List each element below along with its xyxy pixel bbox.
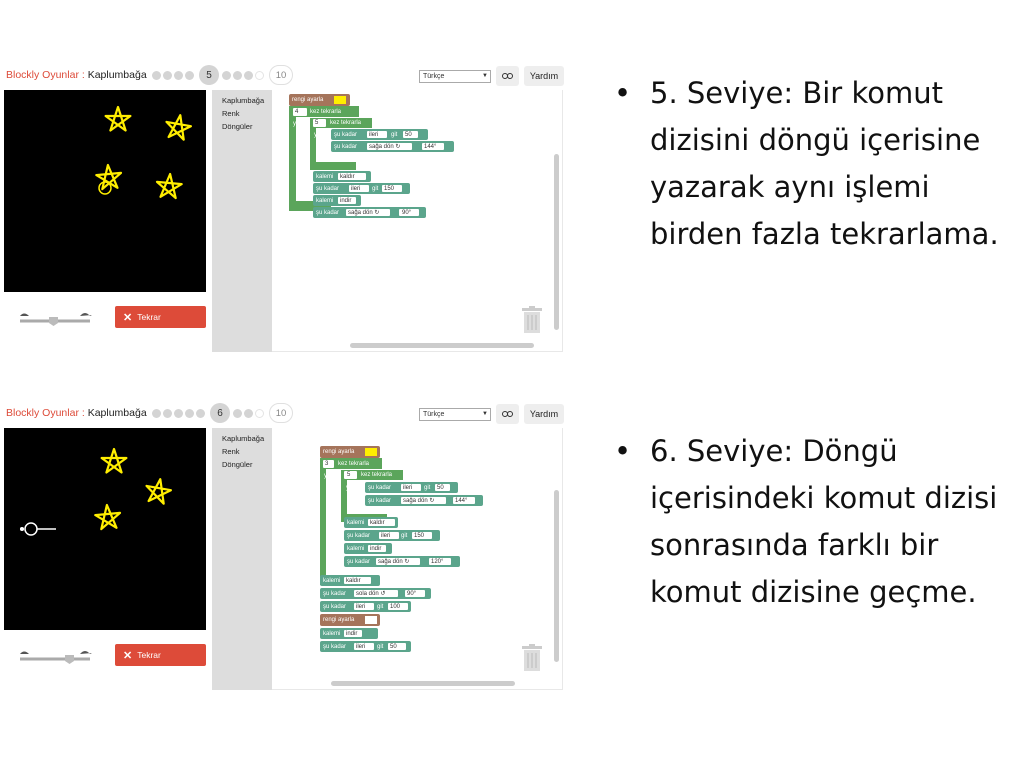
- turn-prefix: şu kadar: [334, 144, 358, 150]
- direction-field[interactable]: ileri: [356, 644, 366, 650]
- max-level[interactable]: 10: [269, 65, 293, 85]
- title-game: Kaplumbağa: [87, 69, 147, 81]
- turn-field[interactable]: sağa dön ↻: [378, 559, 410, 565]
- run-button[interactable]: [115, 644, 206, 666]
- pen-field[interactable]: kaldır: [370, 520, 385, 526]
- level-selector: [152, 65, 293, 85]
- help-button[interactable]: Yardım: [524, 66, 564, 86]
- turn-prefix: şu kadar: [323, 591, 347, 597]
- turn-field[interactable]: sola dön ↺: [356, 591, 386, 597]
- star-shape: [95, 505, 120, 529]
- do-label: yap: [314, 132, 324, 138]
- app-title: [6, 69, 147, 81]
- level-dot[interactable]: [244, 71, 253, 80]
- bullet-text: 6. Seviye: Döngü içerisindeki komut dizisi sonrasında farklı bir komut dizisine geçme.: [650, 434, 998, 609]
- current-level: 5: [199, 65, 219, 85]
- pen-prefix: kalemi: [316, 174, 334, 180]
- pen-prefix: kalemi: [323, 631, 341, 637]
- block-set-colour[interactable]: rengi ayarla: [292, 97, 324, 103]
- level-dot[interactable]: [233, 71, 242, 80]
- pen-prefix: kalemi: [347, 546, 365, 552]
- level-dot[interactable]: [163, 409, 172, 418]
- close-icon: ✕: [123, 311, 133, 324]
- turn-field[interactable]: sağa dön ↻: [348, 210, 380, 216]
- distance-field[interactable]: 100: [390, 604, 401, 610]
- distance-field[interactable]: 150: [384, 186, 395, 192]
- speed-slider[interactable]: [18, 308, 92, 328]
- vertical-scrollbar[interactable]: [554, 154, 559, 330]
- move-prefix: şu kadar: [334, 132, 358, 138]
- distance-field[interactable]: 50: [437, 485, 444, 491]
- level5-screenshot: [0, 62, 566, 358]
- level-dot[interactable]: [152, 71, 161, 80]
- bullet-level5: [614, 70, 1004, 258]
- title-game: Kaplumbağa: [87, 407, 147, 419]
- block-workspace[interactable]: [272, 428, 563, 690]
- level-dot[interactable]: [233, 409, 242, 418]
- speed-handle: [65, 655, 74, 664]
- level-dot[interactable]: [152, 409, 161, 418]
- distance-field[interactable]: 50: [405, 132, 412, 138]
- trash-icon[interactable]: [521, 306, 543, 334]
- help-button[interactable]: Yardım: [524, 404, 564, 424]
- turn-field[interactable]: sağa dön ↻: [403, 498, 435, 504]
- toolbox-category-loops[interactable]: Döngüler: [222, 122, 253, 131]
- move-by: git: [391, 132, 398, 138]
- level-selector: [152, 403, 293, 423]
- star-shape: [106, 107, 131, 131]
- title-prefix[interactable]: Blockly Oyunlar :: [6, 69, 85, 81]
- bullet-level6: [614, 428, 1004, 616]
- block-repeat-outer[interactable]: kez tekrarla: [338, 461, 370, 467]
- toolbox: [212, 90, 272, 352]
- angle-field[interactable]: 144°: [455, 498, 468, 504]
- blocks-svg: [272, 428, 563, 690]
- level-dot[interactable]: [174, 409, 183, 418]
- max-level[interactable]: 10: [269, 403, 293, 423]
- language-select[interactable]: [419, 70, 491, 83]
- toolbox-category-turtle[interactable]: Kaplumbağa: [222, 96, 265, 105]
- toolbox-category-colour[interactable]: Renk: [222, 109, 240, 118]
- distance-field[interactable]: 50: [390, 644, 397, 650]
- rabbit-fast-icon: [80, 313, 92, 316]
- turtle-slow-icon: [20, 314, 29, 317]
- star-shape: [102, 449, 127, 473]
- repeat-count-field[interactable]: 4: [295, 109, 299, 115]
- block-workspace[interactable]: [272, 90, 563, 352]
- turn-field[interactable]: sağa dön ↻: [369, 144, 401, 150]
- block-repeat-inner[interactable]: kez tekrarla: [361, 472, 393, 478]
- toolbox-category-loops[interactable]: Döngüler: [222, 460, 253, 469]
- level6-screenshot: [0, 400, 566, 696]
- level-dot[interactable]: [255, 409, 264, 418]
- run-button[interactable]: [115, 306, 206, 328]
- move-prefix: şu kadar: [347, 533, 371, 539]
- trash-icon[interactable]: [521, 644, 543, 672]
- move-by: git: [377, 604, 384, 610]
- level-dot[interactable]: [196, 409, 205, 418]
- title-prefix[interactable]: Blockly Oyunlar :: [6, 407, 85, 419]
- angle-field[interactable]: 120°: [431, 559, 444, 565]
- block-set-colour[interactable]: rengi ayarla: [323, 617, 355, 623]
- do-label: yap: [324, 473, 334, 479]
- level-dot[interactable]: [185, 71, 194, 80]
- star-shape: [167, 115, 191, 140]
- distance-field[interactable]: 150: [414, 533, 425, 539]
- language-select[interactable]: [419, 408, 491, 421]
- level-dot[interactable]: [244, 409, 253, 418]
- direction-field[interactable]: ileri: [381, 533, 391, 539]
- direction-field[interactable]: ileri: [369, 132, 379, 138]
- repeat-count-field[interactable]: 5: [315, 120, 319, 126]
- speed-slider[interactable]: [18, 646, 92, 666]
- turn-prefix: şu kadar: [316, 210, 340, 216]
- bullet-symbol: •: [614, 76, 632, 110]
- direction-field[interactable]: ileri: [403, 485, 413, 491]
- app-title: [6, 407, 147, 419]
- horizontal-scrollbar[interactable]: [350, 343, 534, 348]
- link-icon: [502, 411, 513, 417]
- level-dot[interactable]: [163, 71, 172, 80]
- turn-prefix: şu kadar: [347, 559, 371, 565]
- link-button[interactable]: [496, 404, 519, 424]
- star-shape: [147, 479, 171, 504]
- do-label: yap: [346, 485, 356, 491]
- level-dot[interactable]: [174, 71, 183, 80]
- pen-prefix: kalemi: [323, 578, 341, 584]
- move-by: git: [424, 485, 431, 491]
- pen-field[interactable]: kaldır: [340, 174, 355, 180]
- level-dot[interactable]: [255, 71, 264, 80]
- block-repeat-inner[interactable]: kez tekrarla: [330, 120, 362, 126]
- angle-field[interactable]: 144°: [424, 144, 437, 150]
- vertical-scrollbar[interactable]: [554, 490, 559, 662]
- move-by: git: [401, 533, 408, 539]
- turtle-canvas: [4, 428, 206, 630]
- move-prefix: şu kadar: [368, 485, 392, 491]
- move-prefix: şu kadar: [316, 186, 340, 192]
- level-dot[interactable]: [222, 71, 231, 80]
- star-shape: [157, 174, 182, 198]
- bullet-text: 5. Seviye: Bir komut dizisini döngü içerisine yazarak aynı işlemi birden fazla tekrarlama.: [650, 76, 999, 251]
- speed-handle: [49, 317, 58, 326]
- drawing-svg: [4, 90, 206, 292]
- angle-field[interactable]: 90°: [407, 591, 417, 597]
- angle-field[interactable]: 90°: [402, 210, 412, 216]
- rabbit-fast-icon: [80, 651, 92, 654]
- link-icon: [502, 73, 513, 79]
- horizontal-scrollbar[interactable]: [331, 681, 515, 686]
- toolbox-category-turtle[interactable]: Kaplumbağa: [222, 434, 265, 443]
- close-icon: ✕: [123, 649, 133, 662]
- do-label: yap: [293, 121, 303, 127]
- current-level: 6: [210, 403, 230, 423]
- toolbox-category-colour[interactable]: Renk: [222, 447, 240, 456]
- bullet-symbol: •: [614, 434, 632, 468]
- repeat-count-field[interactable]: 5: [347, 472, 351, 478]
- turtle-canvas: [4, 90, 206, 292]
- drawing-svg: [4, 428, 206, 630]
- level-dot[interactable]: [185, 409, 194, 418]
- chevron-down-icon: ▼: [482, 73, 488, 79]
- move-prefix: şu kadar: [323, 604, 347, 610]
- language-value: Türkçe: [423, 411, 445, 418]
- pen-field[interactable]: indir: [340, 198, 352, 204]
- run-label: Tekrar: [137, 312, 161, 322]
- block-set-colour[interactable]: rengi ayarla: [323, 449, 355, 455]
- link-button[interactable]: [496, 66, 519, 86]
- app-header: [0, 400, 566, 426]
- chevron-down-icon: ▼: [482, 411, 488, 417]
- move-prefix: şu kadar: [323, 644, 347, 650]
- turtle-icon: [21, 523, 56, 535]
- repeat-count-field[interactable]: 3: [325, 461, 329, 467]
- pen-prefix: kalemi: [316, 198, 334, 204]
- block-repeat-outer[interactable]: kez tekrarla: [310, 109, 342, 115]
- pen-prefix: kalemi: [347, 520, 365, 526]
- app-header: [0, 62, 566, 88]
- direction-field[interactable]: ileri: [351, 186, 361, 192]
- direction-field[interactable]: ileri: [356, 604, 366, 610]
- toolbox: [212, 428, 272, 690]
- turn-prefix: şu kadar: [368, 498, 392, 504]
- language-value: Türkçe: [423, 73, 445, 80]
- run-label: Tekrar: [137, 650, 161, 660]
- pen-field[interactable]: indir: [370, 546, 382, 552]
- pen-field[interactable]: indir: [346, 631, 358, 637]
- pen-field[interactable]: kaldır: [346, 578, 361, 584]
- turtle-slow-icon: [20, 652, 29, 655]
- move-by: git: [372, 186, 379, 192]
- move-by: git: [377, 644, 384, 650]
